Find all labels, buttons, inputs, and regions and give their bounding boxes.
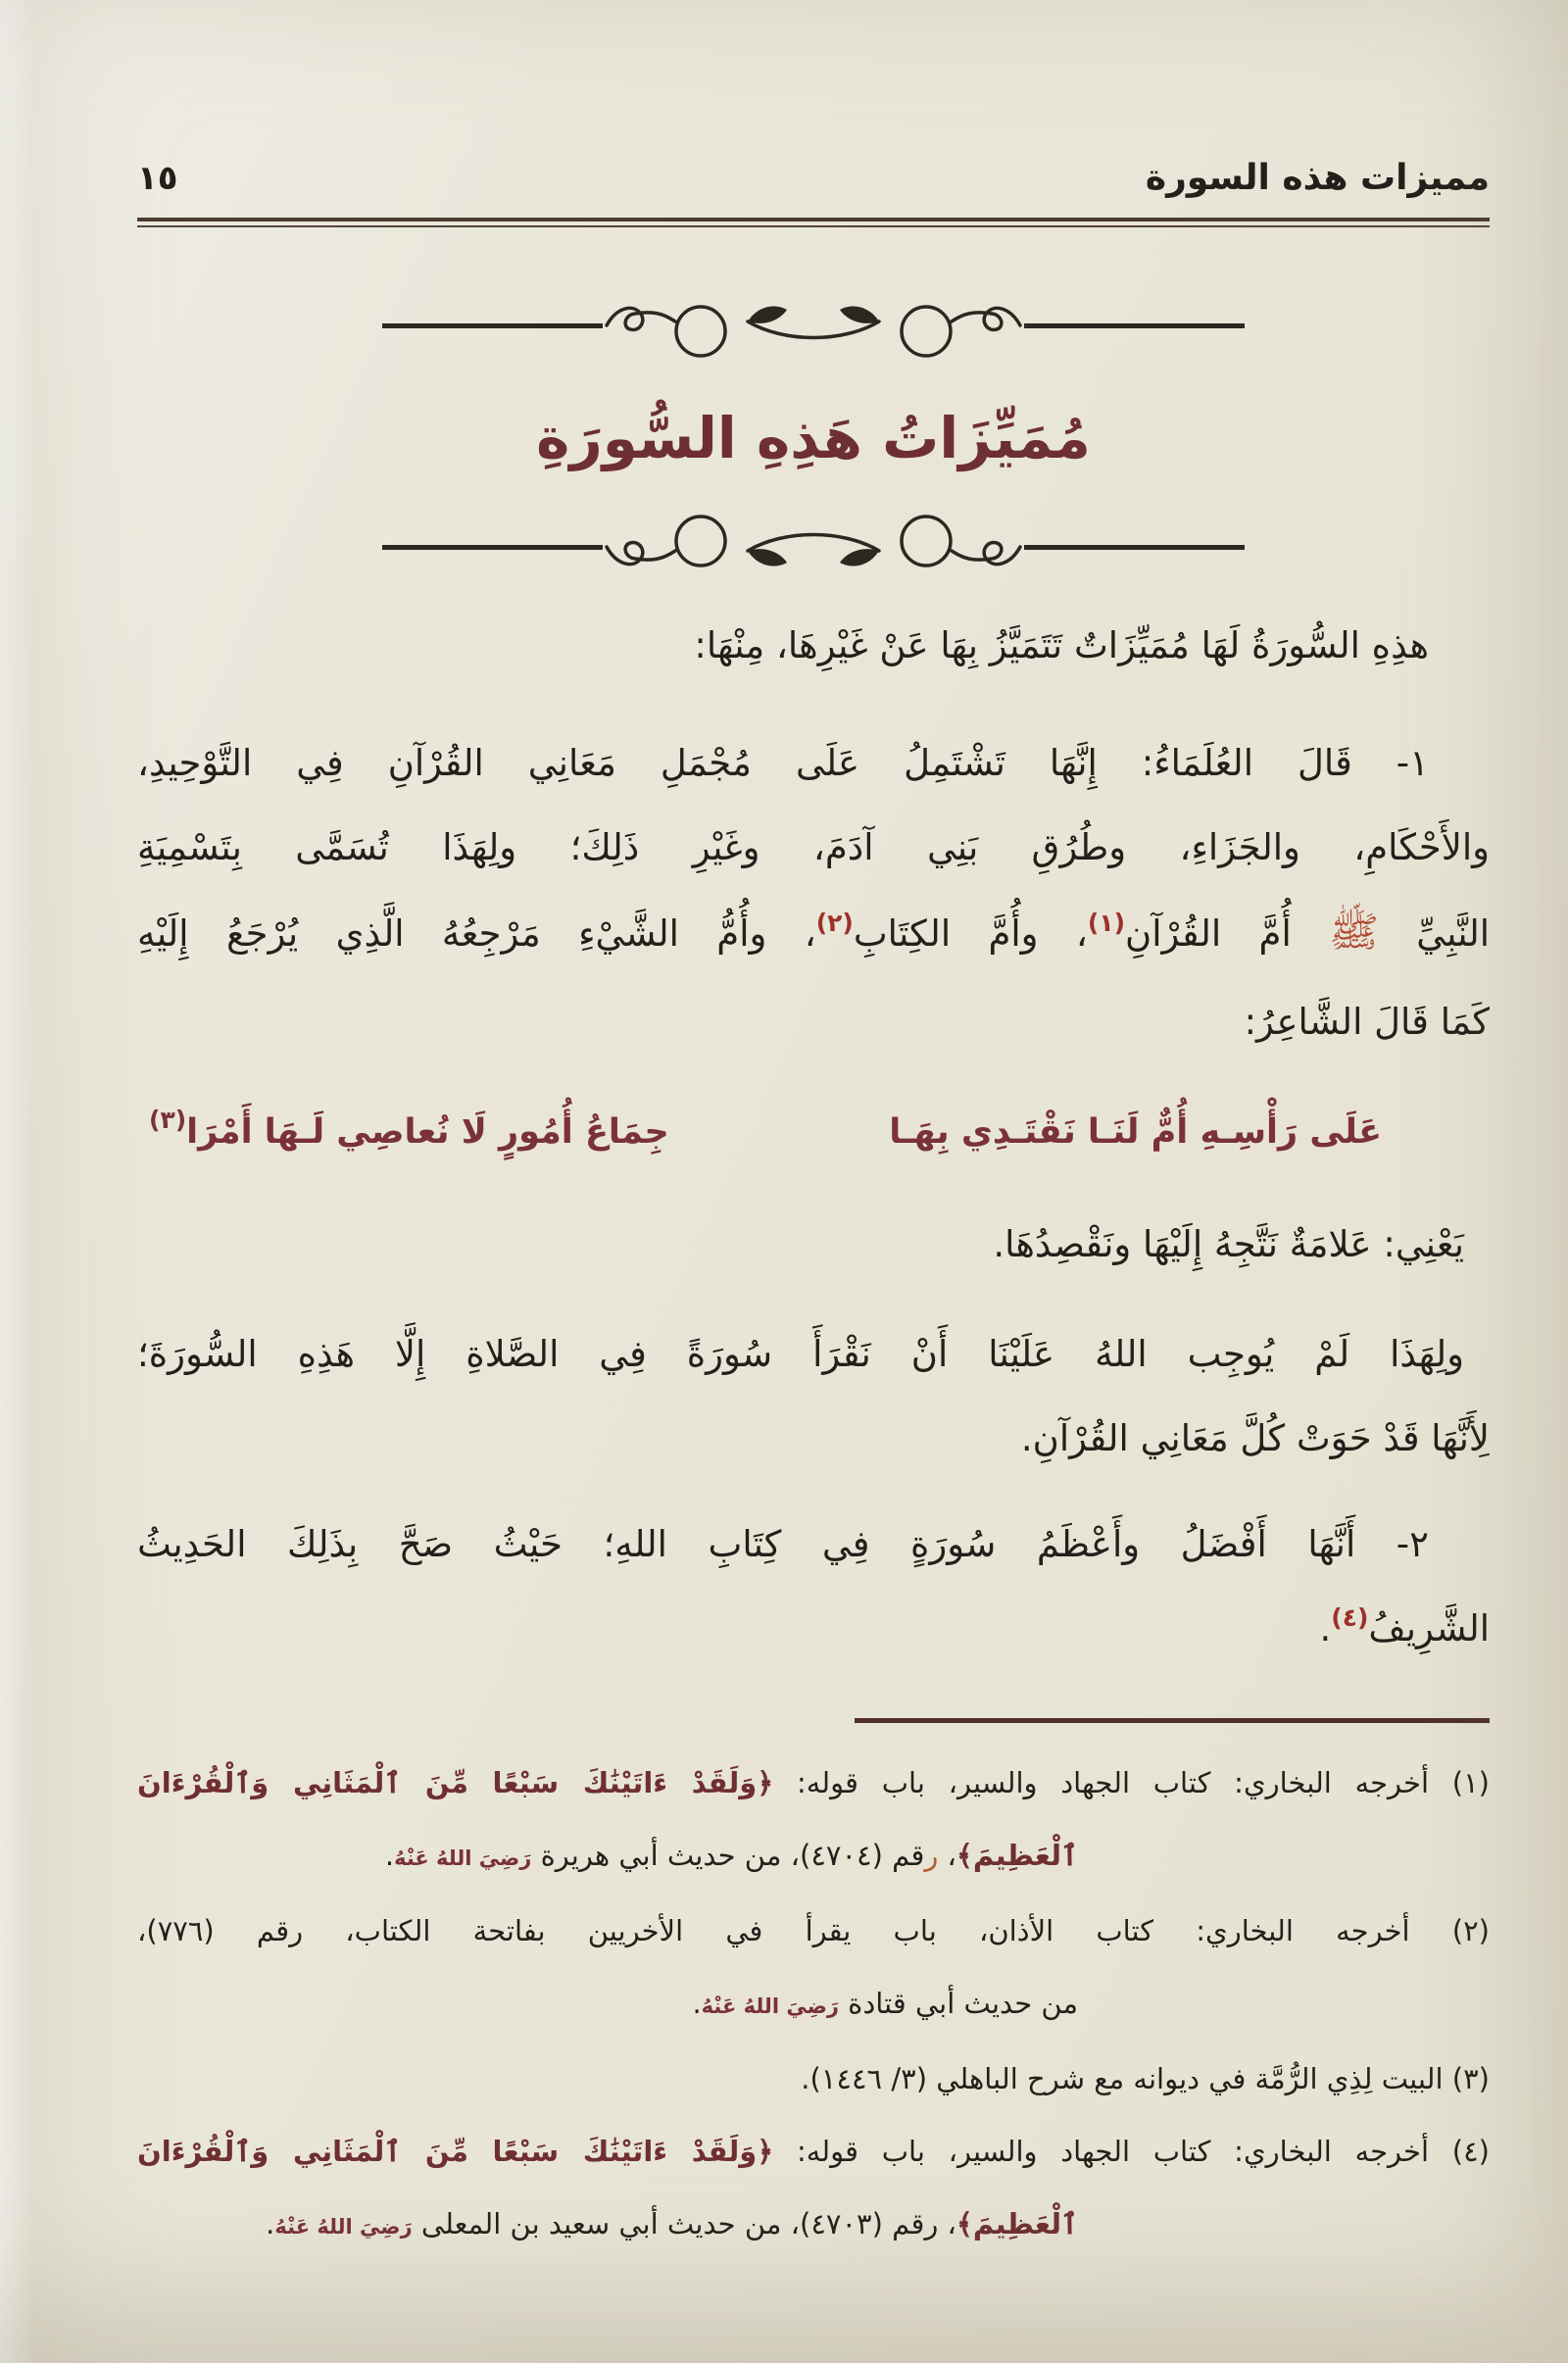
- ornament-rule-left: [1024, 323, 1245, 328]
- ornament-flourish-icon: [603, 290, 1024, 376]
- hemistich-left: [149, 1090, 669, 1177]
- item-2-line-1: ٢- أَنَّهَا أَفْضَلُ وأَعْظَمُ سُورَةٍ فِي كِتَابِ اللهِ؛ حَيْثُ صَحَّ بِذَلِكَ الحَدِيثُ: [137, 1523, 1429, 1565]
- footnote-4-line-1: [137, 2115, 1490, 2188]
- paragraph-2: [137, 1312, 1490, 1481]
- footnote-4-text: (٤) أخرجه البخاري: كتاب الجهاد والسير، باب قوله:: [773, 2135, 1490, 2168]
- poetry-couplet: [137, 1090, 1490, 1177]
- quran-quote: ﴿وَلَقَدْ ءَاتَيْنَٰكَ سَبْعًا مِّنَ ٱلْمَثَانِي وَٱلْقُرْءَانَ: [137, 1766, 774, 1799]
- ornament-bottom: [382, 496, 1245, 582]
- item-1-line-3-text: النَّبِيِّ: [1378, 912, 1491, 955]
- item-1-line-1: ١- قَالَ العُلَمَاءُ: إِنَّهَا تَشْتَمِلُ عَلَى مُجْمَلِ مَعَانِي القُرْآنِ فِي التَّوْحِيدِ،: [137, 742, 1429, 784]
- meaning-line: يَعْنِي: عَلامَةٌ نَتَّجِهُ إِلَيْهَا ونَقْصِدُهَا.: [993, 1223, 1464, 1265]
- footnote-4-line-2: [137, 2188, 1490, 2263]
- footnote-1-line-1: [137, 1747, 1490, 1819]
- ornament-top: [382, 290, 1245, 376]
- footnote-3-line-1: (٣) البيت لِذِي الرُّمَّة في ديوانه مع شرح الباهلي (٣/ ١٤٤٦).: [801, 2062, 1490, 2095]
- radi-allahu-anhu-ligature: رَضِيَ اللهُ عَنْهُ: [701, 1994, 839, 2018]
- header-rule: [137, 218, 1490, 227]
- footnote-1: [137, 1747, 1490, 1895]
- footnote-4: [137, 2115, 1490, 2263]
- page-number: ١٥: [137, 159, 178, 198]
- paragraph-2-line-2: لِأَنَّهَا قَدْ حَوَتْ كُلَّ مَعَانِي القُرْآنِ.: [1020, 1417, 1490, 1459]
- quran-quote: ٱلْعَظِيمَ﴾: [956, 2207, 1078, 2240]
- item-1-line-3-text: ، وأُمَّ الكِتَابِ: [853, 912, 1088, 955]
- radi-allahu-anhu-ligature: رَضِيَ اللهُ عَنْهُ: [274, 2215, 413, 2239]
- page-header: [137, 155, 1490, 202]
- running-title: مميزات هذه السورة: [1145, 158, 1490, 198]
- footnote-1-period: .: [384, 1839, 395, 1872]
- footnote-ref-2: (٢): [815, 909, 854, 937]
- footnote-ref-3: (٣): [149, 1106, 187, 1134]
- item-1-line-2: والأَحْكَامِ، والجَزَاءِ، وطُرُقِ بَنِي آدَمَ، وغَيْرِ ذَلِكَ؛ ولِهَذَا تُسَمَّى بِتَسْمِيَةِ: [137, 826, 1490, 868]
- ornament-rule-left: [1024, 545, 1245, 550]
- footnote-4-period: .: [266, 2207, 275, 2240]
- intro-paragraph: هذِهِ السُّورَةُ لَهَا مُمَيِّزَاتٌ تَتَمَيَّزُ بِهَا عَنْ غَيْرِهَا، مِنْهَا:: [694, 624, 1429, 666]
- item-1-line-3: [137, 890, 1490, 980]
- red-letter: ر: [924, 1839, 939, 1872]
- item-1-line-4: كَمَا قَالَ الشَّاعِرُ:: [1244, 1001, 1490, 1043]
- footnote-2: [137, 1895, 1490, 2043]
- footnote-2-line-2: [137, 1967, 1490, 2043]
- item-1: [137, 721, 1490, 1064]
- footnote-1-line-2: [137, 1819, 1490, 1895]
- quran-quote: ٱلْعَظِيمَ﴾: [956, 1839, 1078, 1872]
- footnote-2-line-1: (٢) أخرجه البخاري: كتاب الأذان، باب يقرأ في الأخريين بفاتحة الكتاب، رقم (٧٧٦)،: [137, 1914, 1490, 1947]
- footnote-2-text: من حديث أبي قتادة: [838, 1987, 1078, 2020]
- footnote-1-text: قم (٤٧٠٤)، من حديث أبي هريرة: [531, 1839, 925, 1872]
- footnote-separator: [855, 1718, 1490, 1723]
- item-1-line-3-text: أُمَّ القُرْآنِ: [1125, 912, 1330, 955]
- item-1-line-3-text: ، وأُمُّ الشَّيْءِ مَرْجِعُهُ الَّذِي يُرْجَعُ إِلَيْهِ: [137, 912, 816, 955]
- ornament-rule-right: [382, 545, 603, 550]
- footnotes-block: [137, 1747, 1490, 2263]
- radi-allahu-anhu-ligature: رَضِيَ اللهُ عَنْهُ: [394, 1846, 532, 1870]
- ornament-flourish-icon: [603, 496, 1024, 582]
- footnote-3: [137, 2043, 1490, 2115]
- footnote-ref-4: (٤): [1331, 1603, 1369, 1632]
- footnote-4-text: ، رقم (٤٧٠٣)، من حديث أبي سعيد بن المعلى: [412, 2207, 956, 2240]
- hemistich-right: عَلَى رَأْسِـهِ أُمٌّ لَنَـا نَقْتَـدِي بِهَـا: [889, 1112, 1382, 1152]
- quran-quote: ﴿وَلَقَدْ ءَاتَيْنَٰكَ سَبْعًا مِّنَ ٱلْمَثَانِي وَٱلْقُرْءَانَ: [137, 2135, 774, 2168]
- footnote-ref-1: (١): [1087, 909, 1126, 937]
- salla-allahu-alayhi-wasallam-symbol: ﷺ: [1329, 908, 1379, 956]
- item-2-line-2-period: .: [1319, 1607, 1332, 1649]
- section-title: مُمَيِّزَاتُ هَذِهِ السُّورَةِ: [536, 405, 1091, 471]
- paragraph-2-line-1: ولِهَذَا لَمْ يُوجِب اللهُ عَلَيْنَا أَنْ نَقْرَأَ سُورَةً فِي الصَّلاةِ إِلَّا هَذِهِ السُّورَةَ؛: [137, 1333, 1464, 1375]
- item-2-line-2-text: الشَّرِيفُ: [1368, 1607, 1490, 1649]
- footnote-1-text: (١) أخرجه البخاري: كتاب الجهاد والسير، باب قوله:: [773, 1766, 1490, 1799]
- item-2: [137, 1502, 1490, 1675]
- footnote-1-text: ،: [938, 1839, 956, 1872]
- item-2-line-2: [137, 1587, 1490, 1675]
- footnote-2-period: .: [692, 1987, 702, 2020]
- ornament-rule-right: [382, 323, 603, 328]
- hemistich-left-text: جِمَاعُ أُمُورٍ لَا نُعاصِي لَـهَا أَمْرَا: [186, 1112, 669, 1152]
